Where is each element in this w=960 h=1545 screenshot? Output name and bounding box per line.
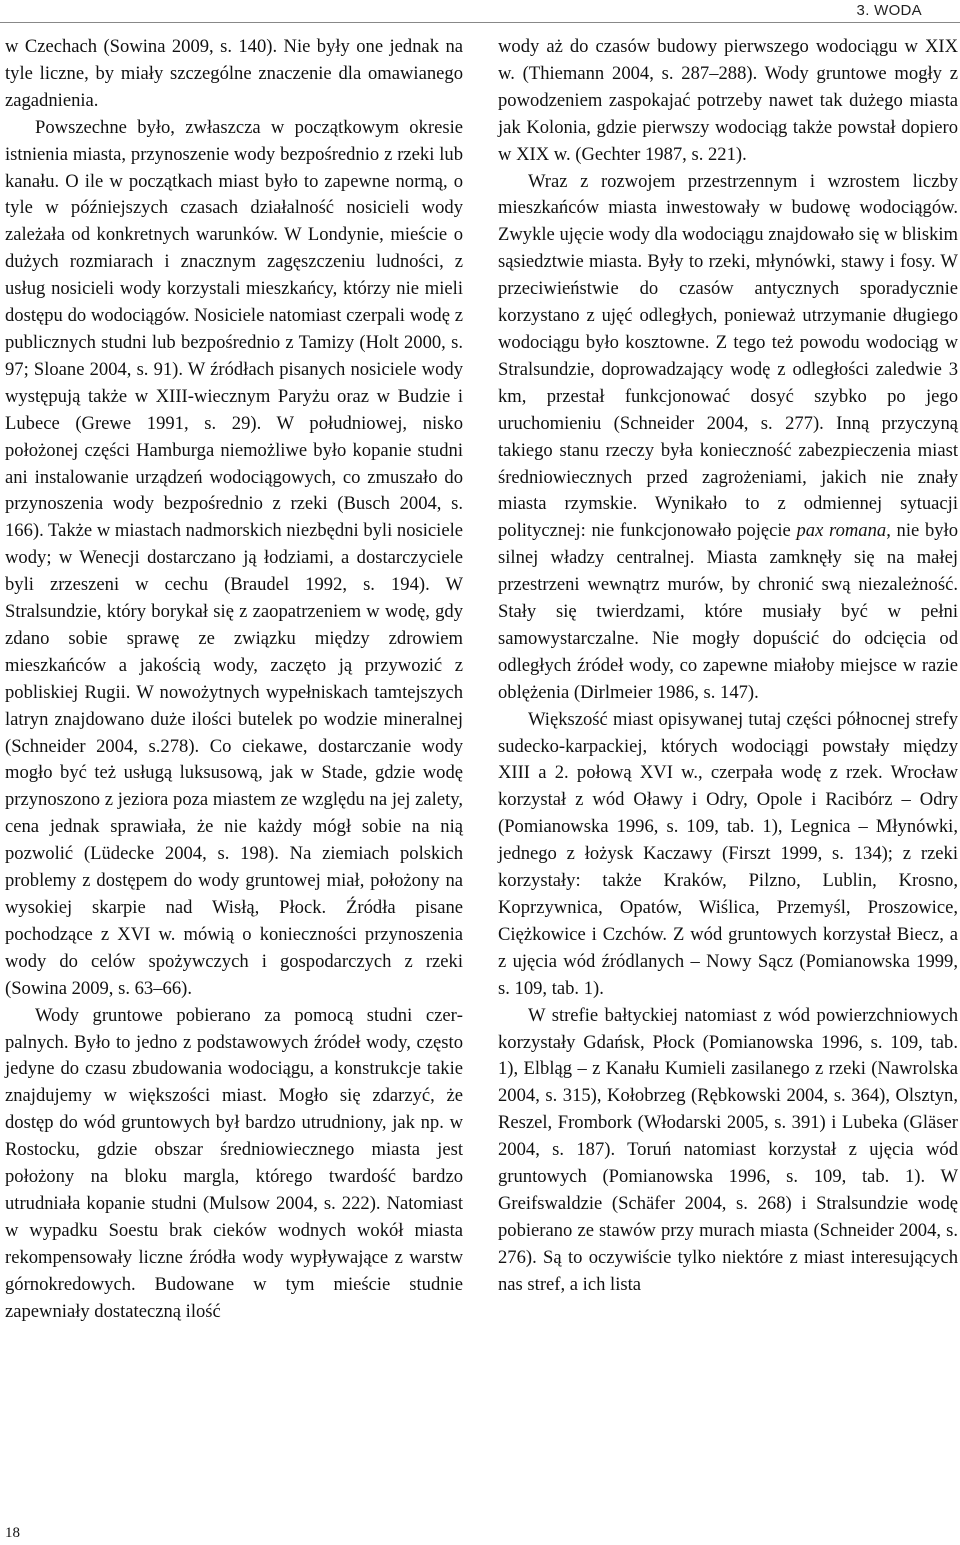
left-column xyxy=(5,34,463,1326)
paragraph-waterworks-part1: Wraz z rozwojem przestrzennym i wzrostem liczby mieszkańców miasta inwestowały w budowę wodociągów. Zwykle ujęcie wody dla wodociągu znajdowało się w bliskim sąsiedztwie miasta. Były to rzeki, młynówki, stawy i fosy. W przeciwieństwie do czasów antycznych sporadycznie korzystano z ujęć odległych, ponieważ utrzymanie długiego wodociągu było kosztowne. Z tego też powodu wodociąg w Stralsundzie, doprowadzający wodę z odległości zaledwie 3 km, przestał funkcjonować dosyć szybko po jego uruchomieniu (Schneider 2004, s. 277). Inną przyczyną takiego stanu rzeczy była konieczność zabezpieczenia miast średniowiecznych przed zagrożeniami, jakich nie znały miasta rzymskie. Wynikało to z odmiennej sytuacji politycznej: nie funkcjonowało pojęcie xyxy=(498,170,958,542)
paragraph-continued-right: wody aż do czasów budowy pierwszego wodociągu w XIX w. (Thiemann 2004, s. 287–288). Wody gruntowe mogły z powodzeniem zaspokajać potrzeby nawet tak dużego miasta jak Kolonia, gdzie pierwszy wodociąg także powstał dopiero w XIX w. (Gechter 1987, s. 221). xyxy=(498,36,958,165)
paragraph-water-carriers: Powszechne było, zwłaszcza w początkowym okresie istnienia miasta, przynoszenie wody bezpośrednio z rzeki lub kanału. O ile w początkach miast było to zapewne normą, o tyle w późniejszych czasach działalność nosicieli wody zależała od konkretnych warunków. W Londynie, mieście o dużych rozmiarach i znacznym zagęszczeniu ludności, z usług nosicieli wody korzystali mieszkańcy, którzy nie mieli dostępu do wodociągów. Nosiciele natomiast czerpali wodę z publicznych studni lub bezpośrednio z Tamizy (Holt 2000, s. 97; Sloane 2004, s. 91). W źródłach pisanych nosiciele wody występują także w XIII-wiecznym Paryżu oraz w Budzie i Lubece (Grewe 1991, s. 29). W południowej, nisko położonej części Hamburga niemożliwe było kopanie studni ani instalowanie urządzeń wodociągowych, co zmuszało do przynoszenia wody bezpośrednio z rzeki (Busch 2004, s. 166). Także w miastach nadmorskich niezbędni byli nosiciele wody; w Wenecji dostarczano ją łodziami, a dostarczyciele byli zrzeszeni w cechu (Braudel 1992, s. 194). W Stralsundzie, który borykał się z zaopatrzeniem w wodę, gdy zdano sobie sprawę ze związku między zdrowiem mieszkańców a jakością wody, zaczęto ją przywozić z pobliskiej Rugii. W nowożytnych wypełniskach tamtejszych latryn znajdowano duże ilości butelek po wodzie mineralnej (Schneider 2004, s.278). Co ciekawe, dostarczanie wody mogło być też usługą luksusową, jak w Stade, gdzie wodę przynoszono z jeziora poza miastem ze względu na jej zalety, cena jednak sprawiała, że nie każdy mógł sobie na nią pozwolić (Lüdecke 2004, s. 198). Na ziemiach polskich problemy z dostępem do wody gruntowej miał, położony na wysokiej skarpie nad Wisłą, Płock. Źródła pisane pochodzące z XVI w. mówią o konieczności przynoszenia wody do celów spożywczych i gospodarczych z rzeki (Sowina 2009, s. 63–66). xyxy=(5,116,463,999)
paragraph-continued: w Czechach (Sowina 2009, s. 140). Nie były one jednak na tyle liczne, by miały szczególne znaczenie dla omawianego zagadnienia. xyxy=(5,36,463,111)
italic-term: pax romana xyxy=(796,520,887,542)
paragraph-baltic: W strefie bałtyckiej natomiast z wód powierzchniowych korzystały Gdańsk, Płock (Pomianowska 1996, s. 109, tab. 1), Elbląg – z Kanału Kumieli zasilanego z rzeki (Nawrolska 2004, s. 315), Kołobrzeg (Rębkowski 2004, s. 364), Olsztyn, Reszel, Frombork (Włodarski 2005, s. 391) i Lubeka (Gläser 2004, s. 187). Toruń natomiast korzystał z ujęcia wód gruntowych (Pomianowska 1996, s. 109, tab. 1). W Greifswaldzie (Schäfer 2004, s. 268) i Stralsundzie wodę pobierano ze stawów przy murach miasta (Schneider 2004, s. 276). Są to oczywiście tylko niektóre z miast interesujących nas stref, a ich lista xyxy=(498,1004,958,1295)
paragraph-waterworks xyxy=(498,169,958,707)
running-header: 3. WODA xyxy=(856,2,922,19)
paragraph-wells: Wody gruntowe pobierano za pomocą studni czerpalnych. Było to jedno z podstawowych źródeł wody, często jedyne do czasu zbudowania wodociągu, a konstrukcje takie znajdujemy w większości miast. Mogło się zdarzyć, że dostęp do wód gruntowych był bardzo utrudniony, jak np. w Rostocku, gdzie obszar średniowiecznego miasta jest położony na bloku margla, którego twardość bardzo utrudniała kopanie studni (Mulsow 2004, s. 222). Natomiast w wypadku Soestu brak cieków wodnych wokół miasta rekompensowały liczne źródła wody wypływające z warstw górnokredowych. Budowane w tym mieście studnie zapewniały dostateczną ilość xyxy=(5,1004,463,1322)
paragraph-waterworks-part2: , nie było silnej władzy centralnej. Miasta zamknęły się na małej przestrzeni wewnątrz murów, by chronić swą niezależność. Stały się twierdzami, które musiały być w pełni samowystarczalne. Nie mogły dopuścić do odcięcia od odległych źródeł wody, co zapewne miałoby miejsce w razie oblężenia (Dirlmeier 1986, s. 147). xyxy=(498,520,958,703)
paragraph-sudeten-carpathian: Większość miast opisywanej tutaj części północnej strefy sudecko-karpackiej, których wodociągi powstały między XIII a 2. połową XVI w., czerpała wodę z rzek. Wrocław korzystał z wód Oławy i Odry, Opole i Racibórz – Odry (Pomianowska 1996, s. 109, tab. 1), Legnica – Młynówki, jednego z łożysk Kaczawy (Firszt 1999, s. 134); z rzeki korzystały: także Kraków, Pilzno, Lublin, Krosno, Koprzywnica, Opatów, Wiślica, Przemyśl, Proszowice, Ciężkowice i Czchów. Z wód gruntowych korzystał Biecz, a z ujęcia wód źródlanych – Nowy Sącz (Pomianowska 1999, s. 109, tab. 1). xyxy=(498,708,958,999)
right-column xyxy=(498,34,958,1299)
page-number: 18 xyxy=(5,1525,20,1541)
header-rule xyxy=(0,22,960,23)
